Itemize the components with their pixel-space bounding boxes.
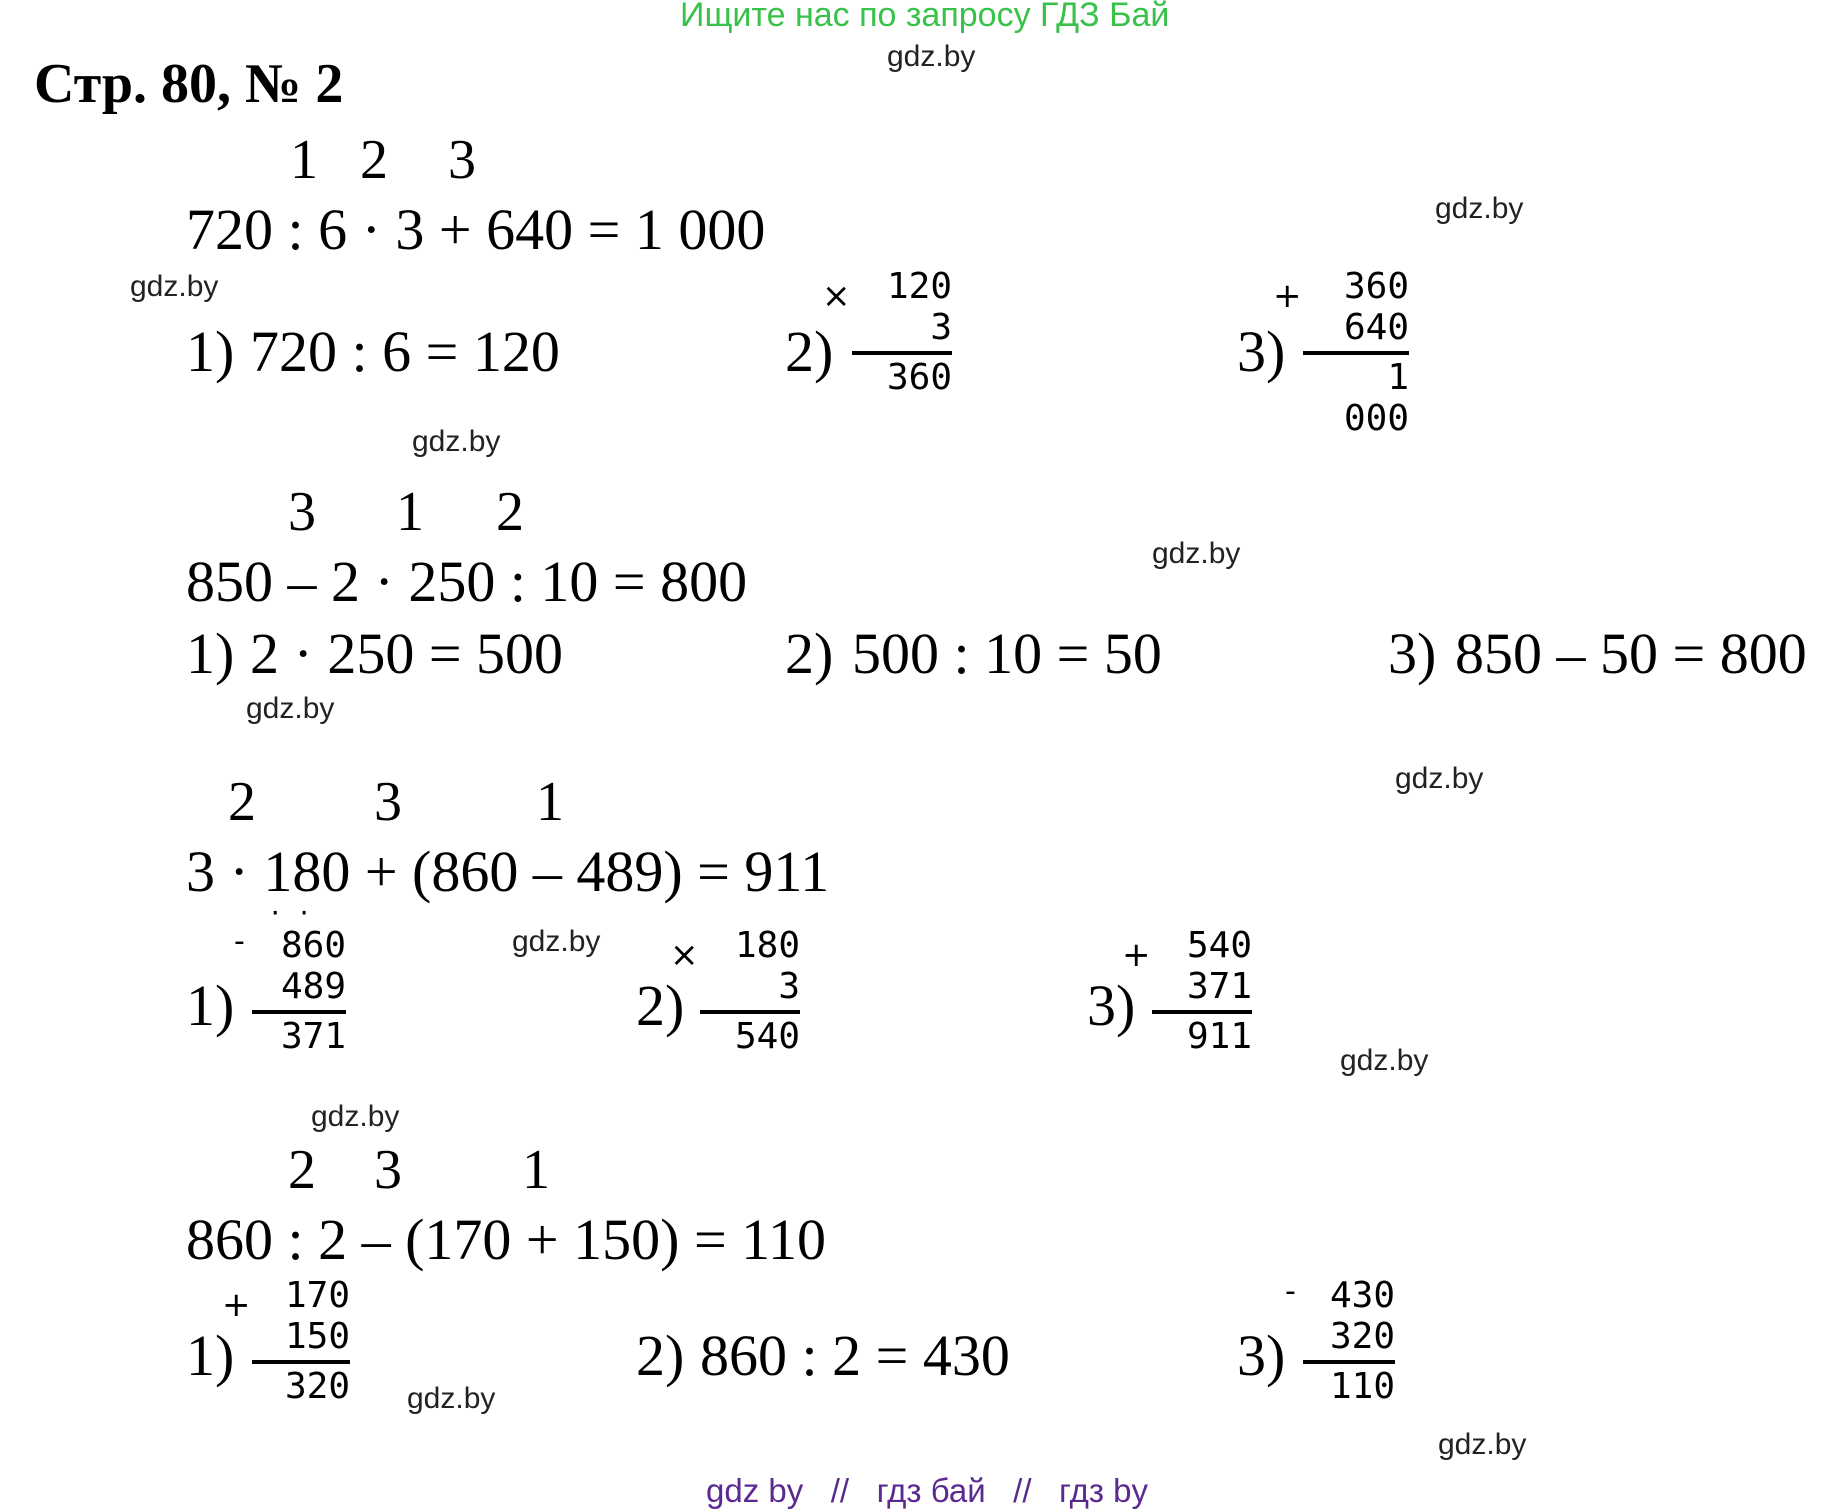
step-label: 3): [1237, 319, 1286, 384]
operand-top: 360: [1343, 266, 1409, 307]
result-line: [1303, 1360, 1395, 1364]
watermark: gdz.by: [412, 425, 501, 458]
result-line: [1303, 351, 1409, 355]
order-mark: 3: [288, 481, 316, 543]
plus-sign: +: [1122, 935, 1151, 975]
operand-bottom: 3: [778, 966, 800, 1007]
watermark: gdz.by: [1340, 1044, 1429, 1077]
footer-link[interactable]: гдз by: [1059, 1472, 1148, 1509]
minus-sign: -: [234, 924, 245, 959]
multiply-sign: ×: [822, 276, 851, 316]
step-label: 3): [1087, 973, 1136, 1038]
result: 110: [1329, 1366, 1395, 1407]
step-label: 2): [785, 319, 834, 384]
operand-top: 170: [284, 1275, 350, 1316]
watermark: gdz.by: [1395, 762, 1484, 795]
plus-sign: +: [1273, 276, 1302, 316]
watermark: gdz.by: [130, 270, 219, 303]
column-addition: [222, 1275, 350, 1407]
column-addition: [1122, 925, 1252, 1057]
order-mark: 2: [228, 771, 256, 833]
step-text: 850 – 50 = 800: [1455, 621, 1807, 686]
operand-bottom: 320: [1329, 1316, 1395, 1357]
order-mark: 1: [522, 1139, 550, 1201]
step-label: 3): [1237, 1323, 1286, 1388]
step-label: 2): [785, 621, 834, 686]
top-banner: Ищите нас по запросу ГДЗ Бай: [680, 0, 1170, 34]
operand-bottom: 371: [1186, 966, 1252, 1007]
result-line: [1152, 1010, 1252, 1014]
result: 371: [280, 1016, 346, 1057]
multiply-sign: ×: [670, 935, 699, 975]
operand-bottom: 150: [284, 1316, 350, 1357]
order-mark: 1: [290, 129, 318, 191]
result: 320: [284, 1366, 350, 1407]
operand-bottom: 489: [280, 966, 346, 1007]
watermark: gdz.by: [887, 40, 976, 73]
watermark: gdz.by: [311, 1100, 400, 1133]
expression: 720 : 6 · 3 + 640 = 1 000: [186, 197, 766, 262]
footer-separator: //: [830, 1472, 850, 1509]
operand-top: 860: [280, 925, 346, 966]
step-label: 1): [186, 1323, 235, 1388]
operand-top: 430: [1329, 1275, 1395, 1316]
operand-bottom: 3: [930, 307, 952, 348]
watermark: gdz.by: [407, 1382, 496, 1415]
column-subtraction: [234, 899, 346, 1057]
watermark: gdz.by: [1152, 537, 1241, 570]
watermark: gdz.by: [246, 692, 335, 725]
order-mark: 1: [536, 771, 564, 833]
expression: 860 : 2 – (170 + 150) = 110: [186, 1207, 827, 1272]
order-mark: 2: [288, 1139, 316, 1201]
minus-sign: -: [1285, 1274, 1296, 1309]
result: 1 000: [1343, 357, 1409, 439]
watermark: gdz.by: [1435, 192, 1524, 225]
expression: 3 · 180 + (860 – 489) = 911: [186, 839, 830, 904]
operand-bottom: 640: [1343, 307, 1409, 348]
expression: 850 – 2 · 250 : 10 = 800: [186, 549, 748, 614]
column-multiplication: [822, 266, 952, 398]
order-mark: 2: [360, 129, 388, 191]
step-label: 1): [186, 319, 235, 384]
result: 911: [1186, 1016, 1252, 1057]
step-label: 2): [636, 1323, 685, 1388]
result-line: [852, 351, 952, 355]
step-text: 2 · 250 = 500: [250, 621, 564, 686]
borrow-dots: · ·: [268, 899, 312, 927]
column-subtraction: [1285, 1274, 1395, 1407]
footer-link[interactable]: гдз бай: [876, 1472, 986, 1509]
order-mark: 2: [496, 481, 524, 543]
footer-links: [706, 1472, 1148, 1510]
column-multiplication: [670, 925, 800, 1057]
result-line: [252, 1360, 350, 1364]
operand-top: 540: [1186, 925, 1252, 966]
footer-separator: //: [1013, 1472, 1032, 1509]
step-label: 3): [1388, 621, 1437, 686]
order-mark: 3: [374, 1139, 402, 1201]
footer-link[interactable]: gdz by: [706, 1472, 804, 1509]
step-text: 720 : 6 = 120: [250, 319, 560, 384]
step-text: 860 : 2 = 430: [700, 1323, 1010, 1388]
column-addition: [1273, 266, 1409, 439]
result: 540: [734, 1016, 800, 1057]
page-title: Стр. 80, № 2: [34, 53, 344, 115]
plus-sign: +: [222, 1285, 251, 1325]
operand-top: 120: [886, 266, 952, 307]
watermark: gdz.by: [1438, 1428, 1527, 1461]
order-mark: 1: [396, 481, 424, 543]
watermark: gdz.by: [512, 925, 601, 958]
order-mark: 3: [448, 129, 476, 191]
result-line: [252, 1010, 346, 1014]
step-label: 1): [186, 621, 235, 686]
result-line: [700, 1010, 800, 1014]
order-mark: 3: [374, 771, 402, 833]
step-text: 500 : 10 = 50: [852, 621, 1162, 686]
operand-top: 180: [734, 925, 800, 966]
step-label: 2): [636, 973, 685, 1038]
step-label: 1): [186, 973, 235, 1038]
result: 360: [886, 357, 952, 398]
